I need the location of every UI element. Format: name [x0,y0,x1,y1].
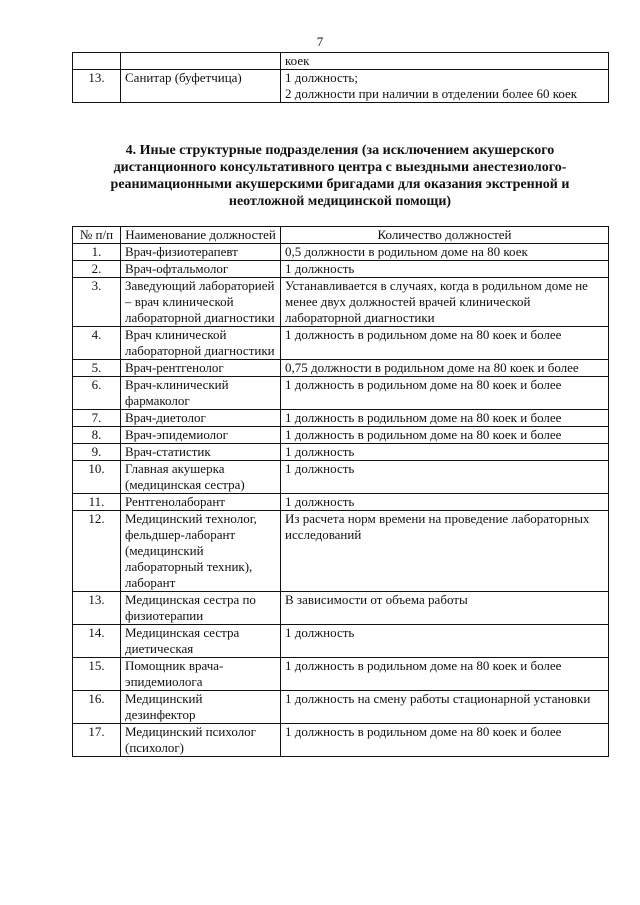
row-number: 4. [73,327,121,360]
position-name [121,53,281,70]
position-name: Медицинский технолог, фельдшер-лаборант (медицинский лабораторный техник), лаборант [121,511,281,592]
col-header-quantity: Количество должностей [281,227,609,244]
position-quantity: 1 должность; 2 должности при наличии в отделении более 60 коек [281,70,609,103]
table-row [73,377,609,410]
row-number: 2. [73,261,121,278]
position-quantity: 1 должность [281,494,609,511]
position-quantity: Из расчета норм времени на проведение лабораторных исследований [281,511,609,592]
table-row [73,70,609,103]
table-row [73,494,609,511]
position-quantity: 1 должность в родильном доме на 80 коек и более [281,427,609,444]
position-name: Медицинская сестра диетическая [121,625,281,658]
table-row [73,724,609,757]
table-row [73,444,609,461]
row-number: 7. [73,410,121,427]
position-quantity: В зависимости от объема работы [281,592,609,625]
continued-staffing-table [72,52,609,103]
row-number: 8. [73,427,121,444]
table-row [73,360,609,377]
position-quantity: 1 должность в родильном доме на 80 коек и более [281,327,609,360]
position-quantity: 0,5 должности в родильном доме на 80 коек [281,244,609,261]
staffing-table [72,226,609,757]
position-quantity: 1 должность [281,261,609,278]
row-number: 11. [73,494,121,511]
position-name: Медицинский психолог (психолог) [121,724,281,757]
position-quantity: 0,75 должности в родильном доме на 80 коек и более [281,360,609,377]
table-row [73,410,609,427]
position-name: Врач-статистик [121,444,281,461]
row-number [73,53,121,70]
position-quantity: 1 должность на смену работы стационарной установки [281,691,609,724]
row-number: 17. [73,724,121,757]
position-name: Врач-офтальмолог [121,261,281,278]
position-quantity: коек [281,53,609,70]
page-number: 7 [316,34,324,49]
position-name: Врач-рентгенолог [121,360,281,377]
table-row [73,461,609,494]
position-quantity: 1 должность в родильном доме на 80 коек и более [281,658,609,691]
row-number: 16. [73,691,121,724]
position-name: Врач-физиотерапевт [121,244,281,261]
position-name: Санитар (буфетчица) [121,70,281,103]
table-row [73,427,609,444]
position-quantity: 1 должность [281,461,609,494]
row-number: 3. [73,278,121,327]
col-header-position: Наименование должностей [121,227,281,244]
position-name: Рентгенолаборант [121,494,281,511]
row-number: 9. [73,444,121,461]
position-name: Медицинский дезинфектор [121,691,281,724]
position-name: Главная акушерка (медицинская сестра) [121,461,281,494]
col-header-number: № п/п [73,227,121,244]
row-number: 15. [73,658,121,691]
position-quantity: 1 должность в родильном доме на 80 коек и более [281,724,609,757]
row-number: 14. [73,625,121,658]
table-row [73,244,609,261]
row-number: 6. [73,377,121,410]
table-header-row [73,227,609,244]
position-quantity: 1 должность [281,625,609,658]
table-row [73,691,609,724]
table-row [73,278,609,327]
row-number: 13. [73,70,121,103]
position-name: Врач-клинический фармаколог [121,377,281,410]
row-number: 10. [73,461,121,494]
table-row [73,53,609,70]
section-heading: 4. Иные структурные подразделения (за исключением акушерского дистанционного консультативного центра с выездными анестезиолого-реанимационными акушерскими бригадами для оказания экстренной и неотложной медицинской помощи) [110,143,570,209]
position-name: Врач-эпидемиолог [121,427,281,444]
table-row [73,625,609,658]
row-number: 12. [73,511,121,592]
table-row [73,261,609,278]
row-number: 1. [73,244,121,261]
table-row [73,592,609,625]
table-row [73,658,609,691]
position-quantity: Устанавливается в случаях, когда в родильном доме не менее двух должностей врачей клинической лабораторной диагностики [281,278,609,327]
position-quantity: 1 должность [281,444,609,461]
position-name: Заведующий лабораторией – врач клинической лабораторной диагностики [121,278,281,327]
row-number: 13. [73,592,121,625]
position-name: Врач клинической лабораторной диагностики [121,327,281,360]
position-name: Медицинская сестра по физиотерапии [121,592,281,625]
table-row [73,511,609,592]
table-row [73,327,609,360]
position-name: Врач-диетолог [121,410,281,427]
row-number: 5. [73,360,121,377]
position-quantity: 1 должность в родильном доме на 80 коек и более [281,377,609,410]
position-quantity: 1 должность в родильном доме на 80 коек и более [281,410,609,427]
position-name: Помощник врача-эпидемиолога [121,658,281,691]
